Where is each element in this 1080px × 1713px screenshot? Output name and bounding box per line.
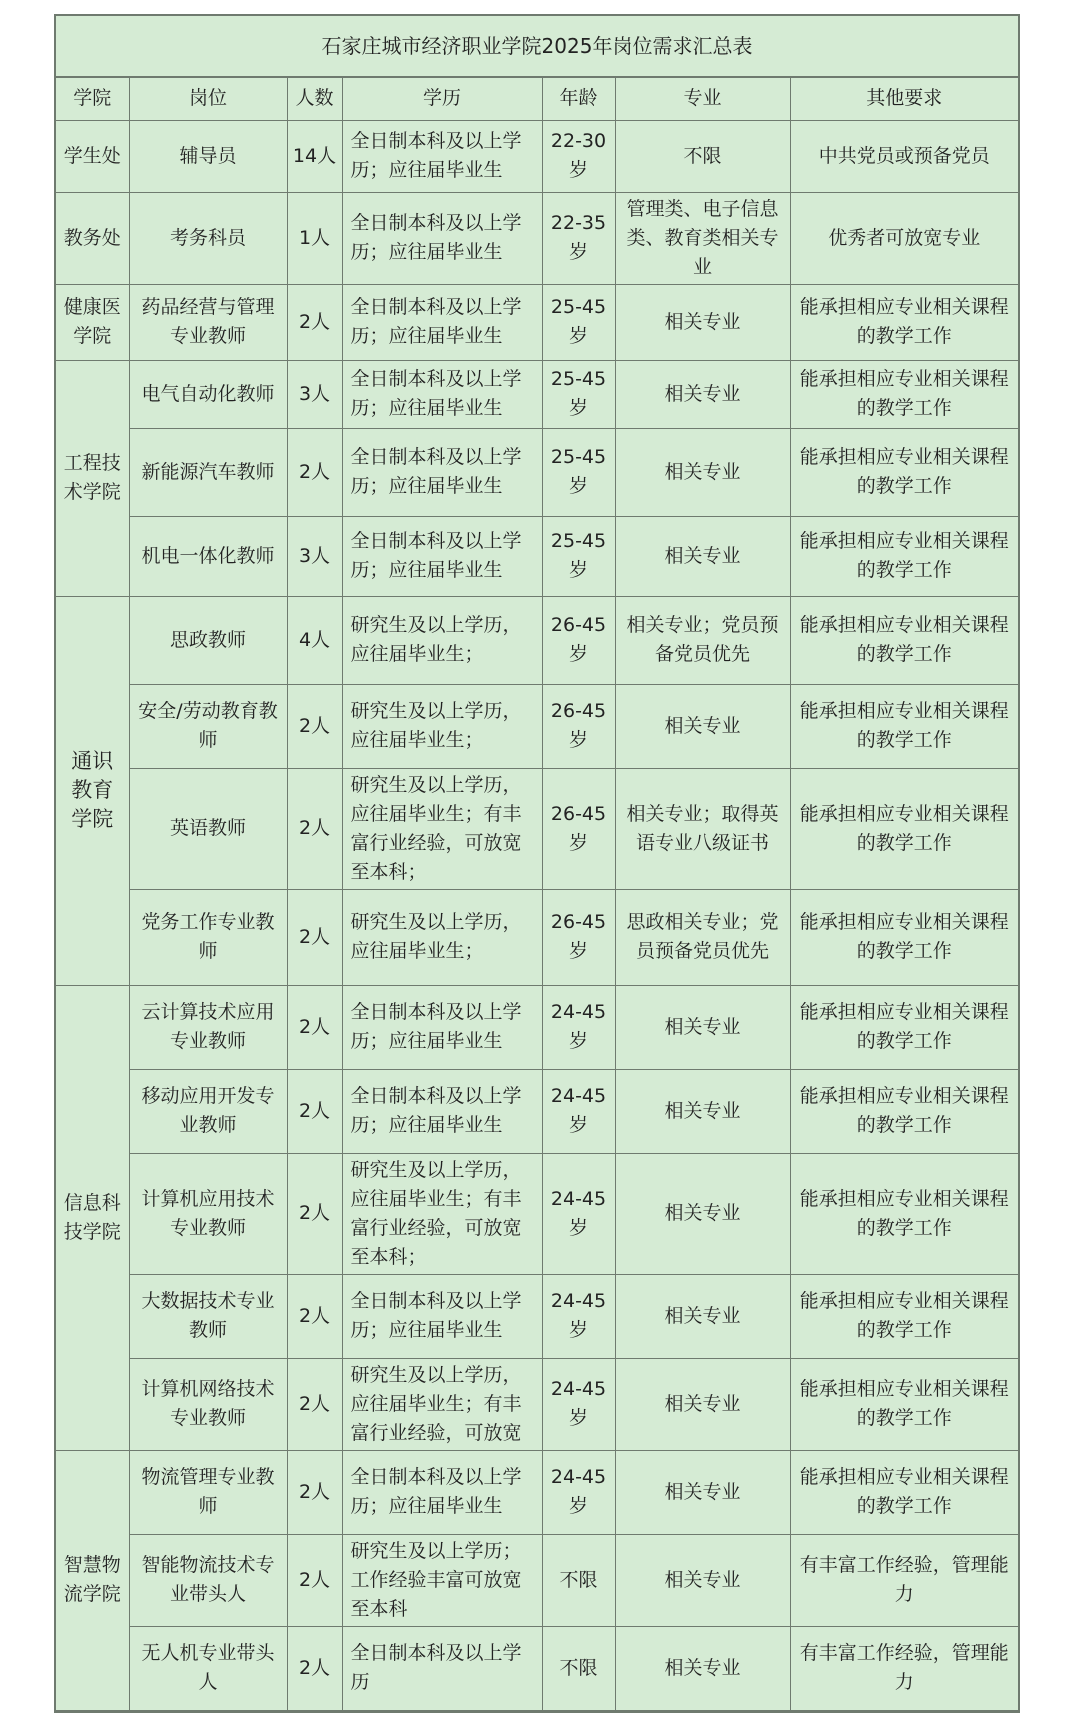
table-row — [56, 985, 1018, 1069]
age-cell: 24-45岁 — [542, 1450, 615, 1534]
count-cell: 4人 — [287, 596, 342, 684]
major-cell: 相关专业 — [615, 1069, 790, 1153]
position-cell: 计算机网络技术专业教师 — [129, 1358, 287, 1450]
position-cell: 智能物流技术专业带头人 — [129, 1534, 287, 1626]
other-cell: 能承担相应专业相关课程的教学工作 — [790, 360, 1018, 428]
age-cell: 25-45岁 — [542, 360, 615, 428]
major-cell: 相关专业 — [615, 1534, 790, 1626]
education-cell: 全日制本科及以上学历；应往届毕业生 — [342, 428, 542, 516]
dept-cell: 信息科技学院 — [56, 985, 129, 1450]
position-cell: 英语教师 — [129, 768, 287, 889]
education-cell: 全日制本科及以上学历；应往届毕业生 — [342, 516, 542, 596]
table-row — [56, 120, 1018, 192]
position-cell: 药品经营与管理专业教师 — [129, 284, 287, 360]
other-cell: 能承担相应专业相关课程的教学工作 — [790, 516, 1018, 596]
dept-cell: 智慧物流学院 — [56, 1450, 129, 1710]
dept-cell: 工程技术学院 — [56, 360, 129, 596]
position-cell: 辅导员 — [129, 120, 287, 192]
age-cell: 24-45岁 — [542, 1069, 615, 1153]
recruitment-table — [56, 78, 1018, 1711]
other-cell: 能承担相应专业相关课程的教学工作 — [790, 1358, 1018, 1450]
major-cell: 相关专业 — [615, 684, 790, 768]
major-cell: 管理类、电子信息类、教育类相关专业 — [615, 192, 790, 284]
position-cell: 思政教师 — [129, 596, 287, 684]
education-cell: 全日制本科及以上学历；应往届毕业生 — [342, 192, 542, 284]
major-cell: 相关专业；取得英语专业八级证书 — [615, 768, 790, 889]
table-row — [56, 1450, 1018, 1534]
table-row — [56, 889, 1018, 985]
major-cell: 相关专业 — [615, 985, 790, 1069]
header-count: 人数 — [287, 78, 342, 120]
age-cell: 26-45岁 — [542, 768, 615, 889]
other-cell: 能承担相应专业相关课程的教学工作 — [790, 1274, 1018, 1358]
table-row — [56, 768, 1018, 889]
age-cell: 22-30岁 — [542, 120, 615, 192]
position-cell: 党务工作专业教师 — [129, 889, 287, 985]
major-cell: 思政相关专业；党员预备党员优先 — [615, 889, 790, 985]
other-cell: 能承担相应专业相关课程的教学工作 — [790, 284, 1018, 360]
table-row — [56, 428, 1018, 516]
education-cell: 全日制本科及以上学历；应往届毕业生 — [342, 985, 542, 1069]
dept-cell: 健康医学院 — [56, 284, 129, 360]
education-cell: 全日制本科及以上学历；应往届毕业生 — [342, 360, 542, 428]
education-cell: 研究生及以上学历，应往届毕业生； — [342, 596, 542, 684]
dept-cell: 教务处 — [56, 192, 129, 284]
age-cell: 25-45岁 — [542, 284, 615, 360]
count-cell: 2人 — [287, 1153, 342, 1274]
header-position: 岗位 — [129, 78, 287, 120]
age-cell: 24-45岁 — [542, 985, 615, 1069]
table-title: 石家庄城市经济职业学院2025年岗位需求汇总表 — [56, 16, 1018, 78]
table-row — [56, 596, 1018, 684]
education-cell: 研究生及以上学历，应往届毕业生；有丰富行业经验，可放宽至本科； — [342, 1153, 542, 1274]
count-cell: 3人 — [287, 360, 342, 428]
count-cell: 2人 — [287, 1534, 342, 1626]
table-row — [56, 1069, 1018, 1153]
other-cell: 能承担相应专业相关课程的教学工作 — [790, 1069, 1018, 1153]
major-cell: 相关专业；党员预备党员优先 — [615, 596, 790, 684]
position-cell: 云计算技术应用专业教师 — [129, 985, 287, 1069]
age-cell: 26-45岁 — [542, 889, 615, 985]
position-cell: 大数据技术专业教师 — [129, 1274, 287, 1358]
count-cell: 2人 — [287, 428, 342, 516]
major-cell: 相关专业 — [615, 516, 790, 596]
major-cell: 相关专业 — [615, 360, 790, 428]
table-row — [56, 192, 1018, 284]
header-other: 其他要求 — [790, 78, 1018, 120]
age-cell: 26-45岁 — [542, 684, 615, 768]
other-cell: 优秀者可放宽专业 — [790, 192, 1018, 284]
other-cell: 能承担相应专业相关课程的教学工作 — [790, 684, 1018, 768]
education-cell: 全日制本科及以上学历；应往届毕业生 — [342, 1450, 542, 1534]
table-row — [56, 516, 1018, 596]
count-cell: 2人 — [287, 985, 342, 1069]
education-cell: 研究生及以上学历，应往届毕业生；有丰富行业经验，可放宽至本科； — [342, 768, 542, 889]
other-cell: 能承担相应专业相关课程的教学工作 — [790, 889, 1018, 985]
header-education: 学历 — [342, 78, 542, 120]
age-cell: 24-45岁 — [542, 1153, 615, 1274]
position-cell: 电气自动化教师 — [129, 360, 287, 428]
other-cell: 有丰富工作经验，管理能力 — [790, 1626, 1018, 1710]
header-dept: 学院 — [56, 78, 129, 120]
table-row — [56, 360, 1018, 428]
count-cell: 2人 — [287, 889, 342, 985]
count-cell: 2人 — [287, 1069, 342, 1153]
table-row — [56, 284, 1018, 360]
education-cell: 研究生及以上学历；工作经验丰富可放宽至本科 — [342, 1534, 542, 1626]
recruitment-table-sheet — [54, 14, 1020, 1713]
major-cell: 相关专业 — [615, 1450, 790, 1534]
position-cell: 考务科员 — [129, 192, 287, 284]
major-cell: 相关专业 — [615, 1626, 790, 1710]
header-row — [56, 78, 1018, 120]
education-cell: 研究生及以上学历，应往届毕业生； — [342, 684, 542, 768]
position-cell: 机电一体化教师 — [129, 516, 287, 596]
count-cell: 2人 — [287, 768, 342, 889]
age-cell: 24-45岁 — [542, 1358, 615, 1450]
position-cell: 无人机专业带头人 — [129, 1626, 287, 1710]
education-cell: 全日制本科及以上学历；应往届毕业生 — [342, 1069, 542, 1153]
count-cell: 2人 — [287, 284, 342, 360]
count-cell: 2人 — [287, 1358, 342, 1450]
header-major: 专业 — [615, 78, 790, 120]
other-cell: 能承担相应专业相关课程的教学工作 — [790, 1153, 1018, 1274]
major-cell: 相关专业 — [615, 284, 790, 360]
table-row — [56, 1534, 1018, 1626]
position-cell: 安全/劳动教育教师 — [129, 684, 287, 768]
education-cell: 全日制本科及以上学历；应往届毕业生 — [342, 120, 542, 192]
header-age: 年龄 — [542, 78, 615, 120]
position-cell: 新能源汽车教师 — [129, 428, 287, 516]
table-row — [56, 1274, 1018, 1358]
major-cell: 相关专业 — [615, 428, 790, 516]
major-cell: 相关专业 — [615, 1274, 790, 1358]
dept-cell: 学生处 — [56, 120, 129, 192]
education-cell: 全日制本科及以上学历；应往届毕业生 — [342, 284, 542, 360]
position-cell: 物流管理专业教师 — [129, 1450, 287, 1534]
count-cell: 1人 — [287, 192, 342, 284]
major-cell: 不限 — [615, 120, 790, 192]
major-cell: 相关专业 — [615, 1153, 790, 1274]
other-cell: 有丰富工作经验，管理能力 — [790, 1534, 1018, 1626]
age-cell: 不限 — [542, 1534, 615, 1626]
other-cell: 能承担相应专业相关课程的教学工作 — [790, 428, 1018, 516]
position-cell: 计算机应用技术专业教师 — [129, 1153, 287, 1274]
count-cell: 2人 — [287, 1450, 342, 1534]
age-cell: 22-35岁 — [542, 192, 615, 284]
count-cell: 2人 — [287, 684, 342, 768]
other-cell: 能承担相应专业相关课程的教学工作 — [790, 768, 1018, 889]
table-row — [56, 684, 1018, 768]
count-cell: 3人 — [287, 516, 342, 596]
age-cell: 26-45岁 — [542, 596, 615, 684]
count-cell: 2人 — [287, 1274, 342, 1358]
education-cell: 研究生及以上学历，应往届毕业生； — [342, 889, 542, 985]
other-cell: 能承担相应专业相关课程的教学工作 — [790, 1450, 1018, 1534]
count-cell: 2人 — [287, 1626, 342, 1710]
other-cell: 中共党员或预备党员 — [790, 120, 1018, 192]
major-cell: 相关专业 — [615, 1358, 790, 1450]
table-row — [56, 1358, 1018, 1450]
age-cell: 25-45岁 — [542, 428, 615, 516]
age-cell: 25-45岁 — [542, 516, 615, 596]
age-cell: 不限 — [542, 1626, 615, 1710]
age-cell: 24-45岁 — [542, 1274, 615, 1358]
education-cell: 研究生及以上学历，应往届毕业生；有丰富行业经验，可放宽 — [342, 1358, 542, 1450]
table-row — [56, 1626, 1018, 1710]
other-cell: 能承担相应专业相关课程的教学工作 — [790, 596, 1018, 684]
education-cell: 全日制本科及以上学历；应往届毕业生 — [342, 1274, 542, 1358]
position-cell: 移动应用开发专业教师 — [129, 1069, 287, 1153]
education-cell: 全日制本科及以上学历 — [342, 1626, 542, 1710]
count-cell: 14人 — [287, 120, 342, 192]
dept-cell: 通识教育学院 — [56, 596, 129, 985]
table-row — [56, 1153, 1018, 1274]
other-cell: 能承担相应专业相关课程的教学工作 — [790, 985, 1018, 1069]
